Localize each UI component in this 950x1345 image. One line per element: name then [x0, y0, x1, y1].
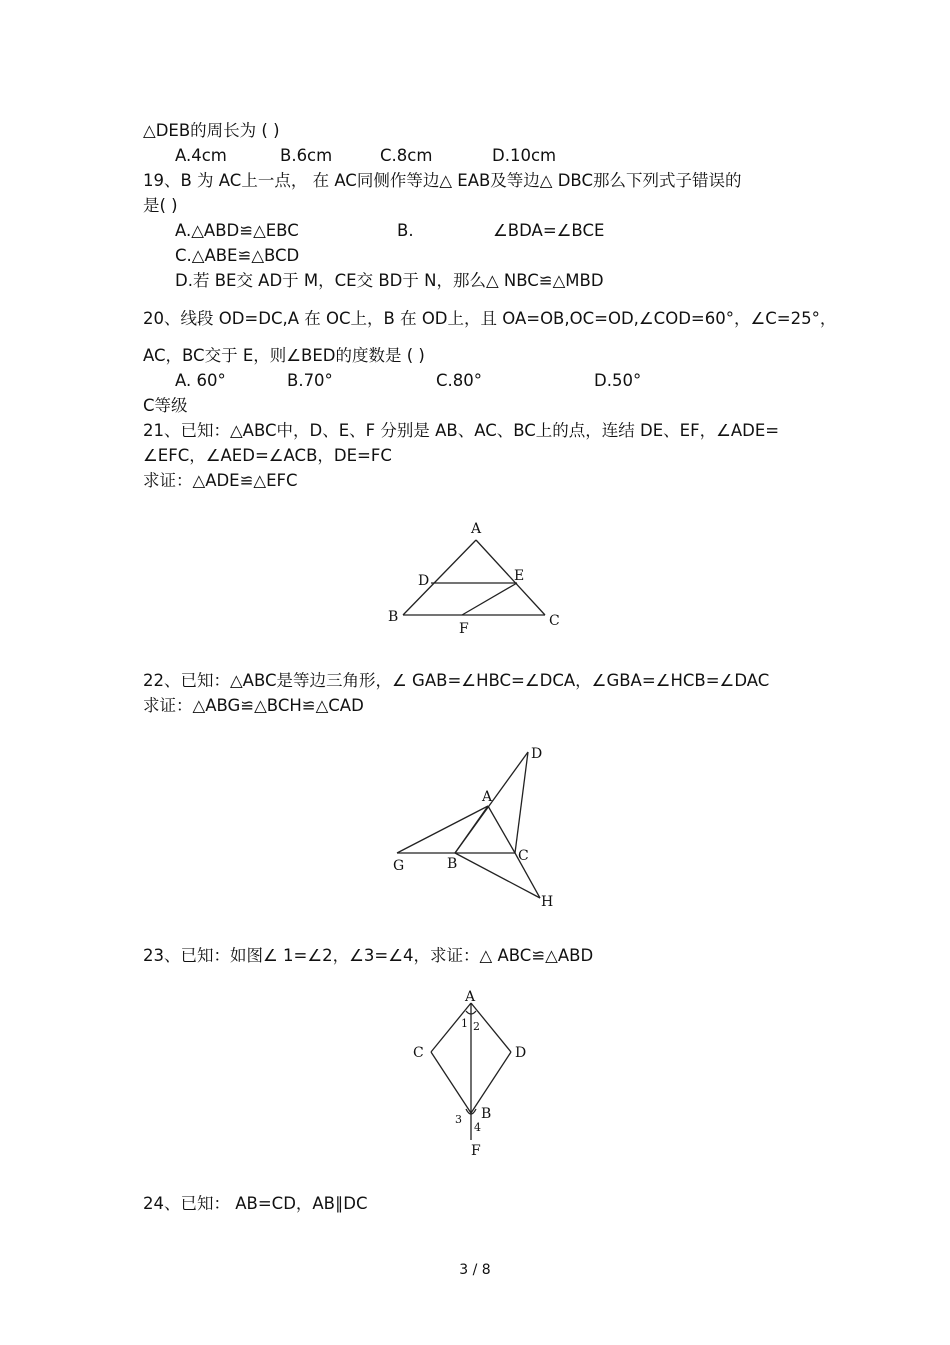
q20-option-a: A. 60°: [175, 371, 226, 390]
q21-segment-ef: [462, 583, 517, 615]
q23-label-c: C: [413, 1045, 424, 1061]
q21-label-a: A: [471, 521, 482, 537]
q23-label-4: 4: [474, 1121, 481, 1134]
q23-segment-cb: [431, 1052, 471, 1113]
q21-prove: 求证：△ADE≌△EFC: [143, 471, 298, 490]
q18-option-b: B.6cm: [280, 146, 333, 165]
q23-figure: [405, 985, 535, 1160]
q23-label-f: F: [471, 1143, 481, 1159]
q21-label-c: C: [549, 613, 560, 629]
q23-label-1: 1: [461, 1017, 468, 1030]
q19-stem-line2: 是( ): [143, 196, 178, 215]
q20-option-c: C.80°: [436, 371, 483, 390]
q23-label-3: 3: [455, 1113, 462, 1126]
q19-option-d: D.若 BE交 AD于 M，CE交 BD于 N，那么△ NBC≌△MBD: [175, 271, 604, 290]
q18-option-d: D.10cm: [492, 146, 557, 165]
q21-label-d: D: [418, 573, 430, 589]
q22-label-d: D: [531, 746, 543, 762]
q20-stem-line1: 20、线段 OD=DC,A 在 OC上，B 在 OD上，且 OA=OB,OC=OD,∠COD=60°，∠C=25°，: [143, 309, 837, 328]
q23-label-a: A: [465, 989, 476, 1005]
q22-stem-line1: 22、已知：△ABC是等边三角形，∠ GAB=∠HBC=∠DCA，∠GBA=∠HCB=∠DAC: [143, 671, 770, 690]
section-heading: C等级: [143, 396, 188, 415]
q18-option-c: C.8cm: [380, 146, 433, 165]
q19-option-a: A.△ABD≌△EBC: [175, 221, 299, 240]
q23-label-2: 2: [473, 1020, 480, 1033]
q22-segment-ga: [397, 806, 488, 853]
q19-option-c: C.△ABE≌△BCD: [175, 246, 300, 265]
page-number: 3 / 8: [459, 1262, 491, 1278]
q22-figure: [385, 738, 565, 918]
q18-option-a: A.4cm: [175, 146, 227, 165]
q21-segment-ac: [476, 540, 545, 615]
q21-stem-line1: 21、已知：△ABC中，D、E、F 分别是 AB、AC、BC上的点，连结 DE、EF，∠ADE=: [143, 421, 780, 440]
q20-option-d: D.50°: [594, 371, 642, 390]
q20-option-b: B.70°: [287, 371, 333, 390]
q22-prove: 求证：△ABG≌△BCH≌△CAD: [143, 696, 364, 715]
q22-label-c: C: [518, 848, 529, 864]
q22-label-g: G: [393, 858, 405, 874]
q21-label-f: F: [459, 621, 469, 637]
q23-label-b: B: [481, 1106, 492, 1122]
q23-label-d: D: [515, 1045, 527, 1061]
q21-segment-ab: [403, 540, 476, 615]
q22-segment-ac: [488, 806, 515, 853]
q19-stem-line1: 19、B 为 AC上一点， 在 AC同侧作等边△ EAB及等边△ DBC那么下列式子错误的: [143, 171, 742, 190]
q23-segment-db: [471, 1052, 511, 1113]
q21-stem-line2: ∠EFC，∠AED=∠ACB，DE=FC: [143, 446, 392, 465]
q22-label-h: H: [541, 894, 554, 910]
q21-label-e: E: [514, 568, 525, 584]
q22-label-b: B: [447, 856, 458, 872]
q18-tail: △DEB的周长为 ( ): [143, 121, 280, 140]
q23-stem: 23、已知：如图∠ 1=∠2，∠3=∠4，求证：△ ABC≌△ABD: [143, 946, 594, 965]
q21-label-b: B: [388, 609, 399, 625]
q22-label-a: A: [482, 789, 493, 805]
q21-figure: [380, 515, 570, 640]
q19-option-b-label: B.: [397, 221, 414, 240]
q24-stem: 24、已知： AB=CD，AB∥DC: [143, 1194, 368, 1213]
q20-stem-line2: AC，BC交于 E，则∠BED的度数是 ( ): [143, 346, 425, 365]
q19-option-b-text: ∠BDA=∠BCE: [493, 221, 605, 240]
